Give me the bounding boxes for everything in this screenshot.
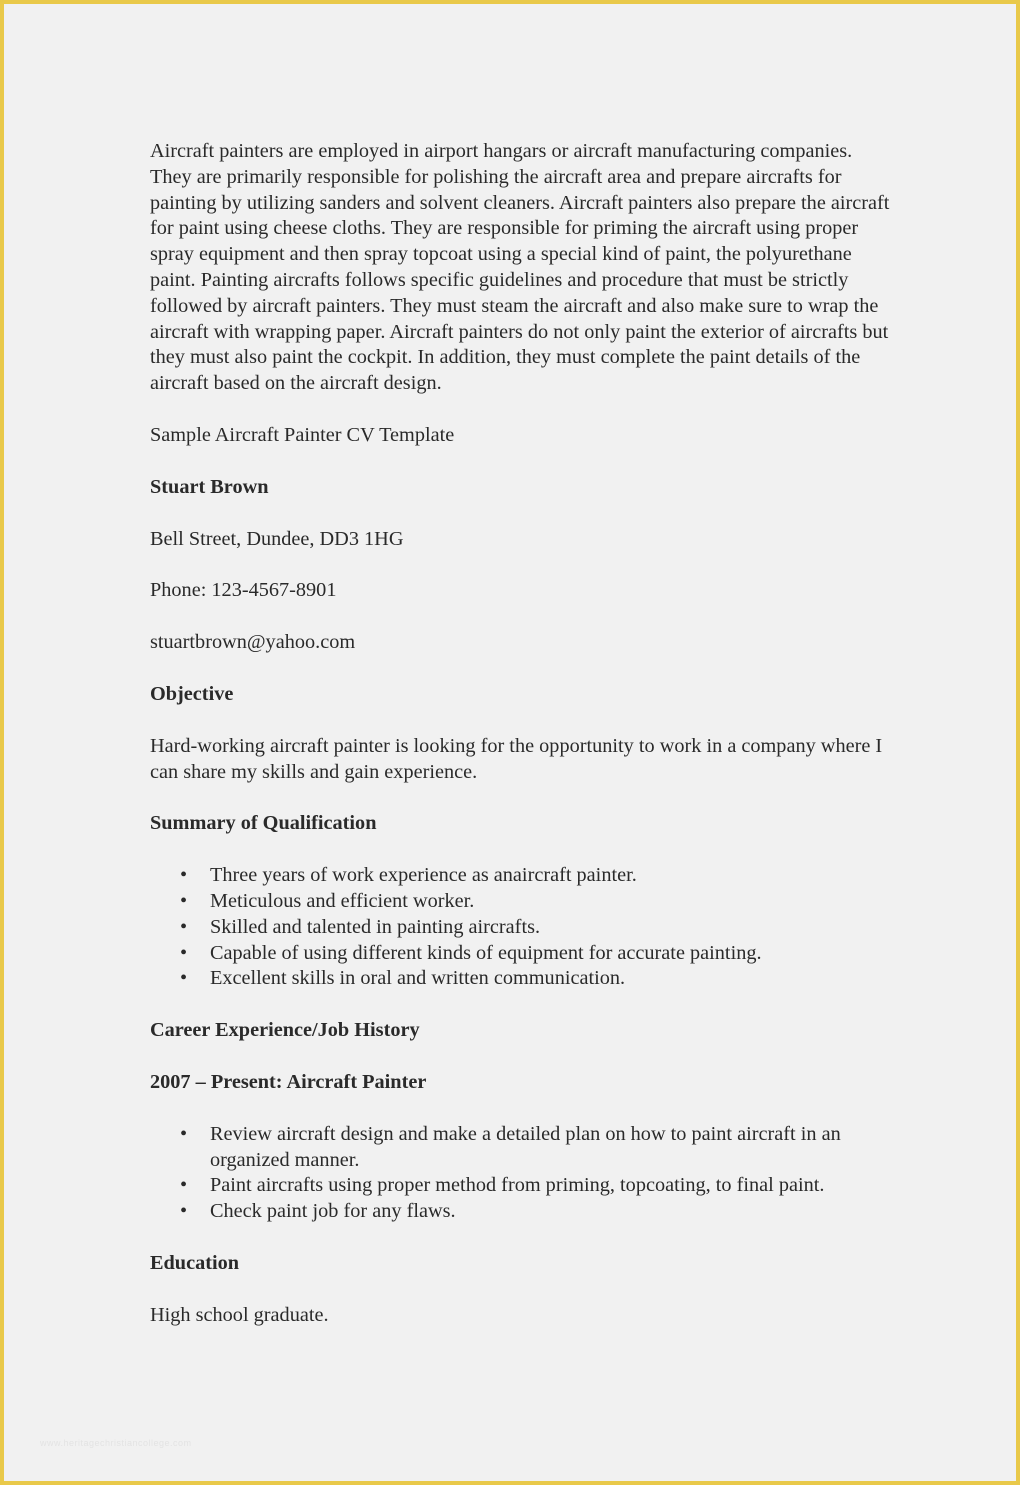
candidate-name: Stuart Brown	[150, 475, 269, 498]
list-item: • Meticulous and efficient worker.	[150, 889, 890, 915]
resume-content	[150, 139, 890, 1355]
list-item: • Check paint job for any flaws.	[150, 1199, 890, 1225]
qualifications-list	[150, 863, 890, 992]
list-item: • Review aircraft design and make a detailed plan on how to paint aircraft in an organized manner.	[150, 1122, 890, 1174]
list-item: • Capable of using different kinds of equipment for accurate painting.	[150, 941, 890, 967]
email: stuartbrown@yahoo.com	[150, 631, 356, 654]
list-item: • Excellent skills in oral and written communication.	[150, 966, 890, 992]
phone: Phone: 123-4567-8901	[150, 579, 337, 602]
objective-text: Hard-working aircraft painter is looking for the opportunity to work in a company where I can share my skills and gain experience.	[150, 734, 883, 783]
education-heading: Education	[150, 1251, 240, 1274]
education-text: High school graduate.	[150, 1303, 329, 1326]
list-item: • Three years of work experience as anaircraft painter.	[150, 863, 890, 889]
career-list	[150, 1122, 890, 1225]
list-item: • Skilled and talented in painting aircrafts.	[150, 915, 890, 941]
career-heading: Career Experience/Job History	[150, 1019, 420, 1042]
template-title: Sample Aircraft Painter CV Template	[150, 423, 455, 446]
document-page	[4, 4, 1016, 1481]
qualifications-heading: Summary of Qualification	[150, 812, 377, 835]
job-title: 2007 – Present: Aircraft Painter	[150, 1070, 427, 1093]
objective-heading: Objective	[150, 682, 234, 705]
watermark: www.heritagechristiancollege.com	[40, 1438, 192, 1448]
list-item: • Paint aircrafts using proper method from priming, topcoating, to final paint.	[150, 1173, 890, 1199]
address: Bell Street, Dundee, DD3 1HG	[150, 527, 404, 550]
intro-paragraph: Aircraft painters are employed in airport hangars or aircraft manufacturing companies. They are primarily responsible for polishing the aircraft area and prepare aircrafts for painting by utilizing sanders and solvent cleaners. Aircraft painters also prepare the aircraft for paint using cheese cloths. They are responsible for priming the aircraft using proper spray equipment and then spray topcoat using a special kind of paint, the polyurethane paint. Painting aircrafts follows specific guidelines and procedure that must be strictly followed by aircraft painters. They must steam the aircraft and also make sure to wrap the aircraft with wrapping paper. Aircraft painters do not only paint the exterior of aircrafts but they must also paint the cockpit. In addition, they must complete the paint details of the aircraft based on the aircraft design.	[150, 140, 890, 395]
